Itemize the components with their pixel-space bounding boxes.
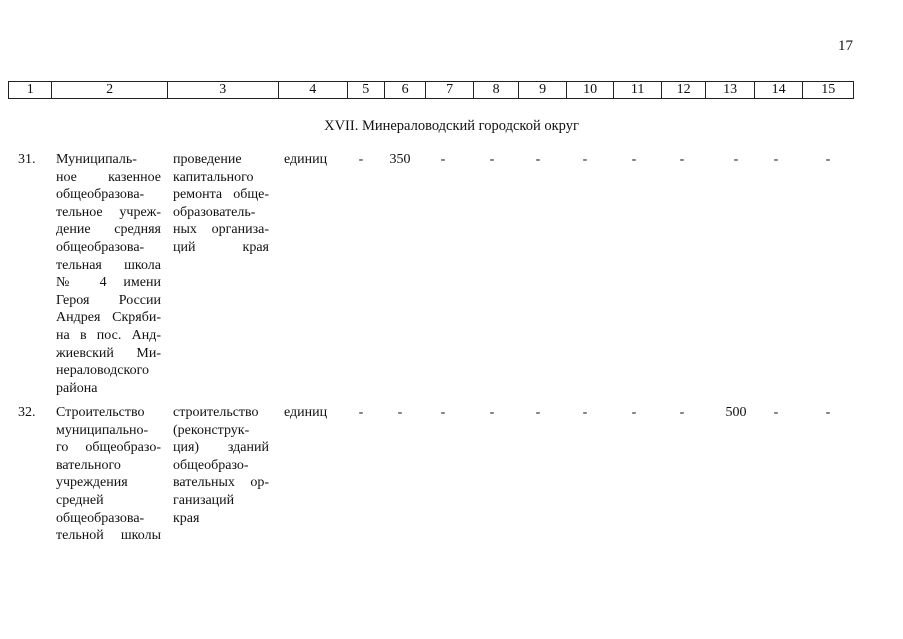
institution-name-line: Героя России — [56, 292, 161, 308]
institution-name — [56, 404, 161, 545]
value-column-15: - — [825, 152, 831, 167]
value-column-9: - — [535, 152, 541, 167]
value-column-7: - — [440, 405, 446, 420]
value-column-6: - — [397, 405, 403, 420]
activity-description-line: образователь- — [173, 204, 256, 220]
column-number-header — [8, 81, 854, 99]
activity-description-line: проведение — [173, 152, 242, 167]
header-column-8: 8 — [473, 82, 518, 99]
value-column-14: - — [773, 405, 779, 420]
activity-description-line: ганизаций — [173, 492, 235, 508]
header-column-10: 10 — [566, 82, 614, 99]
value-column-14: - — [773, 152, 779, 167]
header-column-15: 15 — [803, 82, 854, 99]
institution-name-line: дение средняя — [56, 222, 161, 238]
value-column-11: - — [631, 152, 637, 167]
activity-description-line: ремонта обще- — [173, 187, 269, 203]
activity-description — [173, 151, 269, 257]
header-column-14: 14 — [754, 82, 803, 99]
value-column-9: - — [535, 405, 541, 420]
institution-name-line: жиевский Ми- — [56, 345, 161, 361]
activity-description-line: строительство — [173, 405, 259, 420]
activity-description-line: ция) зданий — [173, 440, 269, 456]
activity-description-line: (реконструк- — [173, 422, 250, 438]
value-column-6: 350 — [389, 152, 411, 167]
value-column-8: - — [489, 152, 495, 167]
value-column-12: - — [679, 405, 685, 420]
value-column-13: - — [733, 152, 739, 167]
activity-description — [173, 404, 269, 527]
institution-name-line: на в пос. Анд- — [56, 327, 161, 343]
institution-name-line: муниципально- — [56, 422, 149, 438]
header-column-5: 5 — [347, 82, 384, 99]
header-column-3: 3 — [167, 82, 278, 99]
institution-name-line: Андрея Скряби- — [56, 310, 161, 326]
header-column-9: 9 — [519, 82, 567, 99]
row-number: 32. — [18, 405, 36, 420]
institution-name-line: тельная школа — [56, 257, 161, 273]
activity-description-line: вательных ор- — [173, 475, 269, 491]
value-column-10: - — [582, 405, 588, 420]
header-column-12: 12 — [661, 82, 705, 99]
value-column-13: 500 — [725, 405, 747, 420]
institution-name-line: ное казенное — [56, 169, 161, 185]
value-column-8: - — [489, 405, 495, 420]
institution-name-line: района — [56, 380, 98, 396]
value-column-15: - — [825, 405, 831, 420]
row-number: 31. — [18, 152, 36, 167]
institution-name-line: общеобразова- — [56, 187, 145, 203]
institution-name-line: учреждения — [56, 475, 128, 491]
activity-description-line: ных организа- — [173, 222, 269, 238]
page-number: 17 — [838, 38, 853, 54]
institution-name-line: нераловодского — [56, 363, 149, 379]
activity-description-line: ций края — [173, 239, 269, 255]
header-column-6: 6 — [384, 82, 425, 99]
institution-name-line: вательного — [56, 457, 121, 473]
value-column-12: - — [679, 152, 685, 167]
header-column-7: 7 — [426, 82, 474, 99]
activity-description-line: края — [173, 510, 200, 526]
institution-name — [56, 151, 161, 397]
value-column-5: - — [358, 405, 364, 420]
unit-of-measure: единиц — [284, 405, 328, 420]
section-title: XVII. Минераловодский городской округ — [324, 118, 579, 134]
header-column-13: 13 — [706, 82, 755, 99]
header-column-2: 2 — [52, 82, 167, 99]
institution-name-line: № 4 имени — [56, 275, 161, 291]
institution-name-line: общеобразова- — [56, 239, 145, 255]
institution-name-line: Муниципаль- — [56, 152, 137, 167]
value-column-10: - — [582, 152, 588, 167]
institution-name-line: го общеобразо- — [56, 440, 161, 456]
header-column-4: 4 — [278, 82, 347, 99]
institution-name-line: Строительство — [56, 405, 145, 420]
institution-name-line: общеобразова- — [56, 510, 145, 526]
value-column-7: - — [440, 152, 446, 167]
institution-name-line: средней — [56, 492, 104, 508]
institution-name-line: тельной школы — [56, 528, 161, 544]
value-column-5: - — [358, 152, 364, 167]
header-column-11: 11 — [614, 82, 662, 99]
activity-description-line: капитального — [173, 169, 254, 185]
institution-name-line: тельное учреж- — [56, 204, 161, 220]
header-column-1: 1 — [9, 82, 52, 99]
value-column-11: - — [631, 405, 637, 420]
activity-description-line: общеобразо- — [173, 457, 249, 473]
unit-of-measure: единиц — [284, 152, 328, 167]
